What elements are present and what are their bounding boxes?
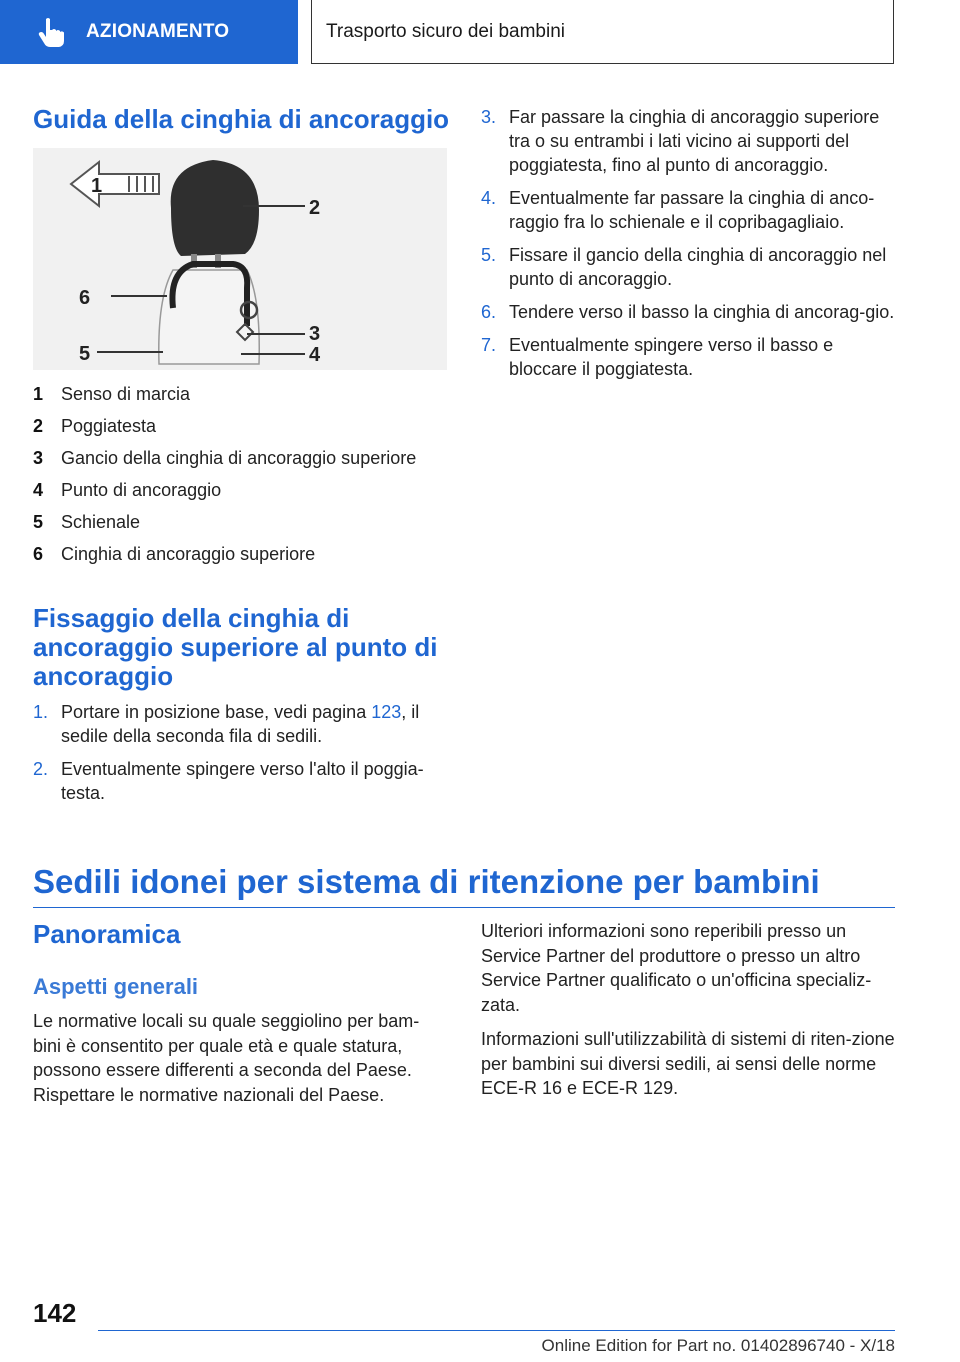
footer-divider <box>98 1330 895 1331</box>
callout-5: 5 <box>79 343 91 365</box>
legend-item <box>33 378 447 410</box>
step-item <box>481 300 895 324</box>
legend-text: Schienale <box>61 511 141 532</box>
title-line: ancoraggio <box>33 661 174 691</box>
paragraph: Informazioni sull'utilizzabilità di sistemi di riten-zione per bambini sui diversi sedili, ai sensi delle norme ECE-R 16 e ECE-R 129. <box>481 1029 895 1098</box>
hand-pointer-icon <box>34 15 68 49</box>
figure-legend <box>33 378 447 570</box>
sub-subsection-title: Aspetti generali <box>33 974 199 999</box>
legend-number: 1 <box>33 383 44 404</box>
step-item <box>481 243 895 291</box>
step-number: 2. <box>33 759 49 779</box>
step-item <box>33 757 447 805</box>
legend-number: 3 <box>33 447 44 468</box>
paragraph: Le normative locali su quale seggiolino per bam-bini è consentito per quale età e quale statura, possono essere differenti a seconda del Paese. Rispettare le normative nazionali del Paese. <box>33 1011 420 1105</box>
paragraph: Ulteriori informazioni sono reperibili presso un Service Partner del produttore o presso un altro Service Partner qualificato o un'officina specializ-zata. <box>481 921 872 1015</box>
legend-number: 5 <box>33 511 44 532</box>
step-text: Far passare la cinghia di ancoraggio superiore tra o su entrambi i lati vicino ai supporti del poggiatesta, fino al punto di ancoraggio. <box>509 107 880 175</box>
step-text: Eventualmente spingere verso il basso e bloccare il poggiatesta. <box>509 335 834 379</box>
step-text <box>61 700 447 748</box>
legend-item <box>33 442 447 474</box>
callout-1: 1 <box>91 175 103 197</box>
step-text: Eventualmente far passare la cinghia di anco-raggio fra lo schienale e il copribagagliaio. <box>509 188 875 232</box>
chapter-heading: Sedili idonei per sistema di ritenzione per bambini <box>33 862 895 908</box>
step-item <box>481 186 895 234</box>
callout-3: 3 <box>309 323 321 345</box>
step-text: Eventualmente spingere verso l'alto il poggia-testa. <box>61 759 424 803</box>
step-number: 6. <box>481 302 497 322</box>
callout-6: 6 <box>79 287 91 309</box>
callout-4: 4 <box>309 344 321 366</box>
legend-text: Senso di marcia <box>61 383 191 404</box>
step-number: 1. <box>33 702 49 722</box>
title-line: Fissaggio della cinghia di <box>33 603 350 633</box>
step-text-part: Portare in posizione base, vedi pagina <box>61 702 372 722</box>
step-text: Tendere verso il basso la cinghia di ancorag-gio. <box>509 302 895 322</box>
step-item <box>33 700 447 748</box>
legend-number: 2 <box>33 415 44 436</box>
legend-text: Poggiatesta <box>61 415 157 436</box>
step-number: 5. <box>481 245 497 265</box>
legend-item <box>33 506 447 538</box>
page-number: 142 <box>33 1298 77 1328</box>
title-line: ancoraggio superiore al punto di <box>33 632 438 662</box>
step-number: 4. <box>481 188 497 208</box>
headrest-diagram <box>33 148 447 370</box>
legend-number: 4 <box>33 479 44 500</box>
legend-text: Punto di ancoraggio <box>61 479 222 500</box>
step-item <box>481 333 895 381</box>
step-number: 7. <box>481 335 497 355</box>
steps-left <box>33 700 447 814</box>
step-number: 3. <box>481 107 497 127</box>
page-link[interactable]: 123 <box>371 702 402 722</box>
section-title-anchor-guide: Guida della cinghia di ancoraggio <box>33 104 450 134</box>
section-tab[interactable] <box>0 0 298 64</box>
headrest-shape <box>171 160 259 256</box>
step-item <box>481 105 895 177</box>
section-title-attach-tether <box>33 604 453 691</box>
steps-right <box>481 105 895 390</box>
legend-item <box>33 410 447 442</box>
legend-number: 6 <box>33 543 44 564</box>
legend-item <box>33 474 447 506</box>
step-text-part: , il sedile della seconda fila di sedili. <box>61 702 420 746</box>
chapter-header <box>311 0 894 64</box>
headrest-illustration <box>33 148 447 370</box>
chapter-title: Trasporto sicuro dei bambini <box>326 20 566 42</box>
section-label: AZIONAMENTO <box>86 21 230 42</box>
legend-text: Cinghia di ancoraggio superiore <box>61 543 316 564</box>
step-text: Fissare il gancio della cinghia di ancoraggio nel punto di ancoraggio. <box>509 245 887 289</box>
callout-2: 2 <box>309 197 321 219</box>
edition-text: Online Edition for Part no. 01402896740 - X/18 <box>541 1336 895 1355</box>
legend-text: Gancio della cinghia di ancoraggio superiore <box>61 447 417 468</box>
legend-item <box>33 538 447 570</box>
subsection-title: Panoramica <box>33 919 181 949</box>
